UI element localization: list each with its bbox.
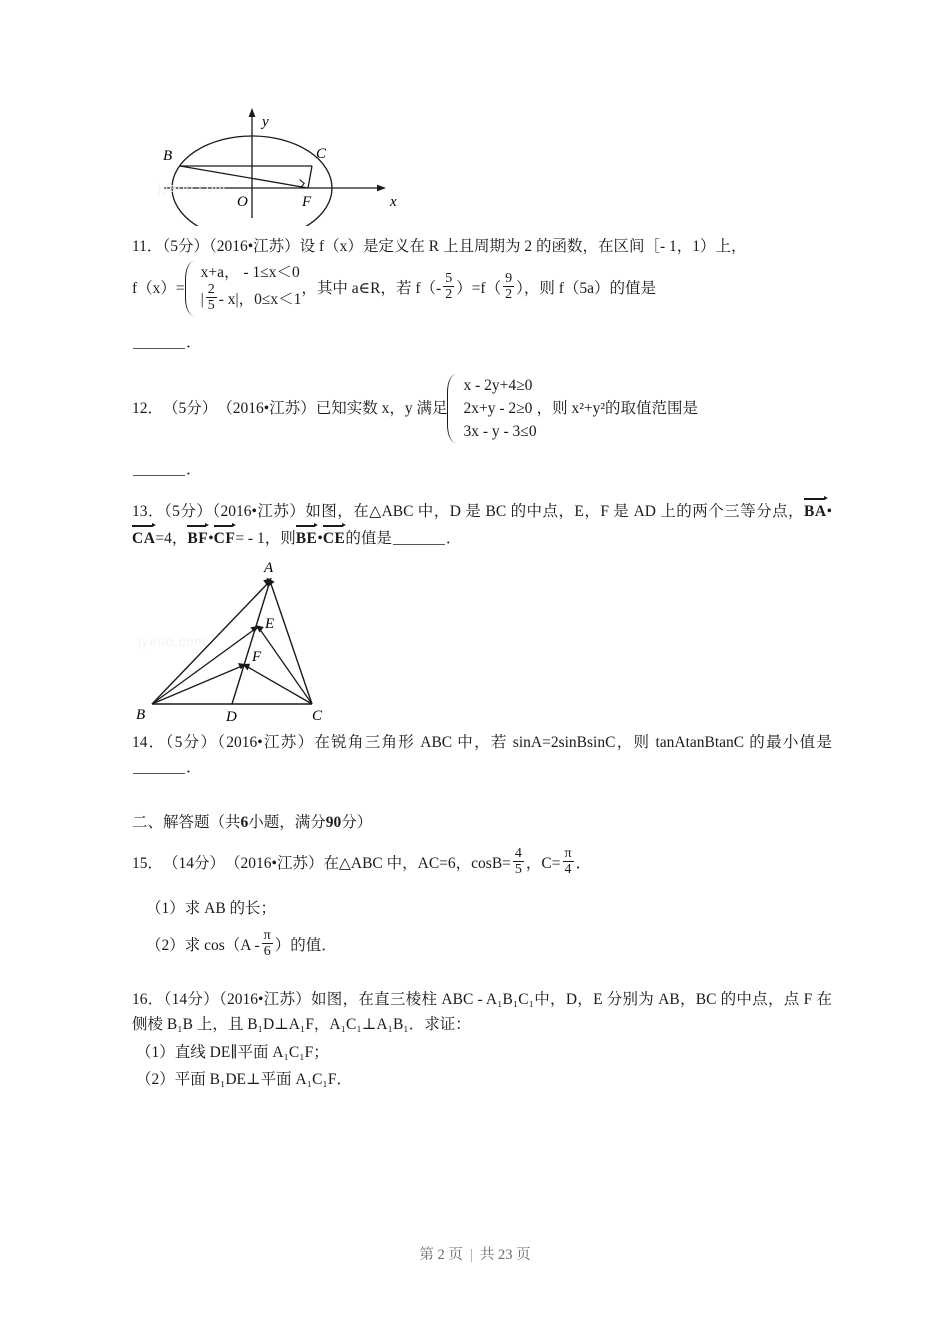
q11-text: 设 f（x）是定义在 R 上且周期为 2 的函数，在区间［- 1，1）上， — [299, 238, 747, 255]
q11-brace — [185, 261, 197, 315]
q15-sub2-prefix: （2）求 cos（A - — [146, 937, 260, 955]
q13-mid-1: =4， — [155, 530, 188, 548]
q11-tail-c: ），则 f（5a）的值是 — [516, 279, 657, 297]
q14-blank[interactable] — [133, 773, 185, 774]
q16-sub-2: （2）平面 B₁DE⊥平面 A₁C₁F． — [136, 1070, 352, 1088]
ellipse-figure — [132, 96, 832, 228]
q13-number: 13． — [132, 503, 164, 521]
q15-sub2-fraction: $\frac{\pi}{6}$ — [263, 928, 271, 960]
footer-total-label: 共 23 页 — [479, 1247, 531, 1263]
q11-source: （2016•江苏） — [208, 238, 300, 255]
q11-fraction-2: $\frac{9}{2}$ — [505, 270, 513, 302]
q12-tail: ，则 x²+y²的取值范围是 — [536, 399, 698, 417]
q13-vector-CA: CA — [132, 524, 155, 551]
segment-AC — [270, 581, 312, 704]
triangle-label-E: E — [265, 615, 275, 632]
question-14 — [132, 730, 832, 780]
q11-piece2-suffix: - x|，0≤x＜1 — [218, 291, 302, 309]
watermark: jyeoo.com — [138, 633, 207, 649]
triangle-label-C: C — [312, 707, 323, 724]
ellipse-label-B: B — [163, 148, 173, 164]
q13-source: （2016•江苏） — [212, 503, 306, 521]
ellipse-label-F: F — [302, 194, 312, 210]
footer-page-label: 第 2 页 — [419, 1247, 463, 1263]
question-12 — [132, 374, 832, 444]
q16-text: 如图，在直三棱柱 ABC - A₁B₁C₁中，D，E 分别为 AB，BC 的中点，点 F 在侧棱 B₁B 上，且 B₁D⊥A₁F，A₁C₁⊥A₁B₁．求证： — [132, 991, 832, 1034]
q12-text: 已知实数 x，y 满足 — [315, 399, 448, 417]
q13-vector-BF: BF — [187, 524, 208, 551]
q11-number: 11． — [132, 238, 163, 255]
q15-sub-2 — [146, 930, 832, 961]
q12-source: （2016•江苏） — [217, 399, 316, 417]
q12-brace-group — [447, 374, 536, 444]
q12-answer-blank — [132, 457, 832, 479]
q15-number: 15． — [132, 854, 164, 872]
question-15 — [132, 845, 832, 879]
question-11 — [132, 234, 832, 259]
q12-brace — [447, 374, 459, 444]
segment-CF — [308, 166, 312, 188]
section-2-heading — [132, 810, 832, 832]
x-axis-arrow — [377, 185, 386, 192]
q13-vector-BA: BA — [804, 497, 827, 524]
q11-fraction-1: $\frac{5}{2}$ — [445, 270, 453, 302]
q12-inequality-1: x - 2y+4≥0 — [463, 376, 533, 394]
q11-answer-blank — [132, 330, 832, 352]
q13-tail: 的值是 — [345, 530, 392, 548]
q11-score: （5分） — [162, 238, 209, 255]
vector-CE — [259, 628, 312, 704]
q12-number: 12． — [132, 399, 164, 417]
q11-piecewise-line — [132, 261, 832, 315]
ellipse-label-O: O — [237, 194, 248, 210]
q16-score: （14分） — [163, 991, 219, 1009]
y-axis-arrow — [249, 108, 256, 117]
q15-source: （2016•江苏） — [225, 854, 324, 872]
page-footer — [0, 1243, 950, 1264]
q11-brace-group — [185, 261, 302, 315]
triangle-label-F: F — [252, 648, 262, 665]
vector-CF — [246, 666, 312, 704]
q14-text: 在锐角三角形 ABC 中，若 sinA=2sinBsinC，则 tanAtanBtanC 的最小值是 — [314, 733, 832, 751]
q15-c-fraction: $\frac{\pi}{4}$ — [564, 845, 572, 877]
q12-score: （5分） — [163, 399, 218, 417]
ellipse-label-y: y — [262, 114, 269, 130]
triangle-svg — [132, 556, 362, 726]
segment-AB — [152, 581, 270, 704]
triangle-label-A: A — [264, 559, 274, 576]
q14-score: （5分） — [165, 733, 218, 751]
triangle-label-B: B — [136, 706, 146, 723]
ellipse-label-C: C — [316, 146, 327, 162]
watermark: jyeoo.com — [158, 180, 227, 195]
q12-inequality-2: 2x+y - 2≥0 — [463, 399, 533, 417]
triangle-figure — [132, 556, 832, 728]
ellipse-svg — [132, 96, 452, 226]
q13-blank[interactable] — [393, 544, 445, 545]
segment-AD — [232, 581, 270, 704]
q12-inequality-3: 3x - y - 3≤0 — [463, 423, 537, 441]
q15-text: 在△ABC 中，AC=6，cosB= — [323, 854, 511, 872]
q16-sub-1: （1）直线 DE∥平面 A₁C₁F； — [136, 1043, 329, 1061]
q13-vector-CF: CF — [214, 524, 236, 551]
q16-number: 16． — [132, 991, 164, 1009]
q13-period: ． — [445, 530, 462, 548]
q14-source: （2016•江苏） — [217, 733, 315, 751]
q15-tail: ． — [575, 854, 592, 872]
section-2-prefix: 二、解答题（共 — [132, 813, 241, 831]
q11-tail-b: ）=f（ — [456, 279, 502, 297]
section-2-total: 90 — [325, 813, 342, 831]
footer-separator: | — [469, 1247, 473, 1263]
q13-vector-BE: BE — [296, 524, 318, 551]
q11-piece2-prefix: | — [200, 291, 204, 309]
q11-piece2-fraction: $\frac{2}{5}$ — [207, 282, 215, 314]
q13-text: 如图，在△ABC 中，D 是 BC 的中点，E，F 是 AD 上的两个三等分点， — [305, 503, 805, 521]
q11-blank[interactable] — [133, 348, 185, 349]
q12-blank[interactable] — [133, 475, 185, 476]
page-content — [132, 96, 832, 1094]
q11-fx-label: f（x）= — [132, 279, 185, 297]
triangle-label-D: D — [226, 708, 237, 725]
q11-tail-a: ，其中 a∈R，若 f（- — [301, 279, 442, 297]
q11-period: ． — [186, 333, 202, 351]
q14-period: ． — [186, 758, 202, 776]
q14-number: 14． — [132, 733, 166, 751]
q16-source: （2016•江苏） — [218, 991, 312, 1009]
section-2-mid: 小题，满分 — [248, 813, 326, 831]
q15-score: （14分） — [163, 854, 226, 872]
segment-BF — [180, 166, 308, 188]
section-2-suffix: 分） — [341, 813, 373, 831]
q15-mid: ，C= — [525, 854, 561, 872]
q13-score: （5分） — [163, 503, 213, 521]
question-16 — [132, 987, 832, 1037]
q15-sub-1: （1）求 AB 的长； — [146, 899, 277, 917]
q15-sub2-suffix: ）的值． — [274, 937, 337, 955]
ellipse-label-x: x — [390, 194, 397, 210]
q12-period: ． — [186, 461, 202, 479]
q13-mid-2: = - 1，则 — [235, 530, 296, 548]
q11-piece-1: x+a， - 1≤x＜0 — [200, 264, 300, 282]
q13-vector-CE: CE — [323, 524, 346, 551]
q11-piece-2 — [197, 284, 302, 315]
q15-cosb-fraction: $\frac{4}{5}$ — [514, 845, 522, 877]
section-2-count: 6 — [240, 813, 249, 831]
question-13: 13．（5分）（2016•江苏）如图，在△ABC 中，D 是 BC 的中点，E，F 是 AD 上的两个三等分点，BA•CA=4，BF•CF= - 1，则BE•CE的值是 ． — [132, 497, 832, 551]
